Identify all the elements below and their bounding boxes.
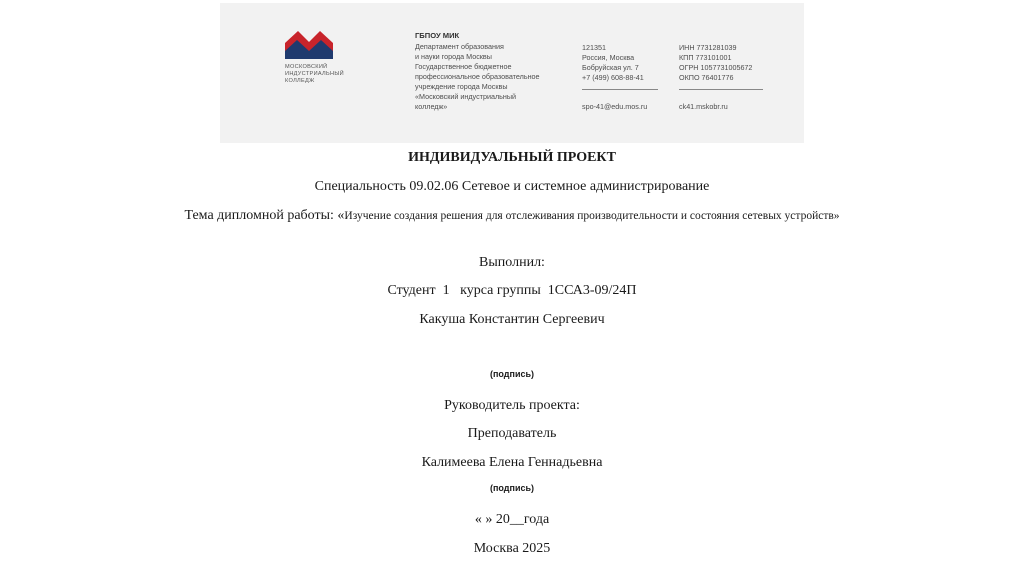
date-line: « » 20__года — [474, 512, 550, 527]
topic-text: Изучение создания решения для отслеживания производительности и состояния сетевых устройств» — [344, 210, 840, 222]
divider — [679, 89, 763, 90]
registration-line: ОКПО 76401776 — [679, 73, 734, 82]
address-line: +7 (499) 608-88-41 — [582, 73, 644, 82]
document-title: ИНДИВИДУАЛЬНЫЙ ПРОЕКТ — [408, 150, 616, 165]
org-line: учреждение города Москвы — [415, 82, 508, 91]
address-line: Россия, Москва — [582, 53, 635, 62]
logo-text: МОСКОВСКИЙ ИНДУСТРИАЛЬНЫЙ КОЛЛЕДЖ — [285, 64, 344, 84]
org-line: Департамент образования — [415, 42, 504, 51]
college-logo — [285, 29, 355, 85]
topic-label: Тема дипломной работы: « — [184, 208, 345, 223]
org-line: Государственное бюджетное — [415, 62, 512, 71]
org-line: «Московский индустриальный — [415, 92, 517, 101]
supervisor-position: Преподаватель — [467, 426, 557, 441]
website: ck41.mskobr.ru — [679, 102, 728, 111]
address-line: 121351 — [582, 43, 606, 52]
city-year: Москва 2025 — [473, 541, 551, 556]
letterhead — [220, 3, 804, 143]
specialty: Специальность 09.02.06 Сетевое и системное администрирование — [314, 179, 710, 194]
supervisor-label: Руководитель проекта: — [444, 398, 580, 413]
signature-caption: (подпись) — [489, 369, 535, 379]
performed-by-label: Выполнил: — [479, 255, 545, 270]
registration-line: ОГРН 1057731005672 — [679, 63, 753, 72]
divider — [582, 89, 658, 90]
signature-caption: (подпись) — [489, 483, 535, 493]
org-line: профессиональное образовательное — [415, 72, 540, 81]
registration-line: ИНН 7731281039 — [679, 43, 737, 52]
thesis-topic — [182, 208, 842, 224]
organization-block — [415, 31, 575, 112]
student-name: Какуша Константин Сергеевич — [419, 312, 605, 327]
address-line: Бобруйская ул. 7 — [582, 63, 639, 72]
org-line: колледж» — [415, 102, 448, 111]
student-line: Студент 1 курса группы 1ССА3-09/24П — [387, 283, 637, 298]
college-logo-icon — [285, 29, 333, 59]
organization-name: ГБПОУ МИК — [415, 31, 460, 40]
email-address: spo-41@edu.mos.ru — [582, 102, 648, 111]
supervisor-name: Калимеева Елена Геннадьевна — [421, 455, 603, 470]
registration-block — [679, 43, 779, 112]
address-block — [582, 43, 672, 112]
registration-line: КПП 773101001 — [679, 53, 732, 62]
org-line: и науки города Москвы — [415, 52, 492, 61]
